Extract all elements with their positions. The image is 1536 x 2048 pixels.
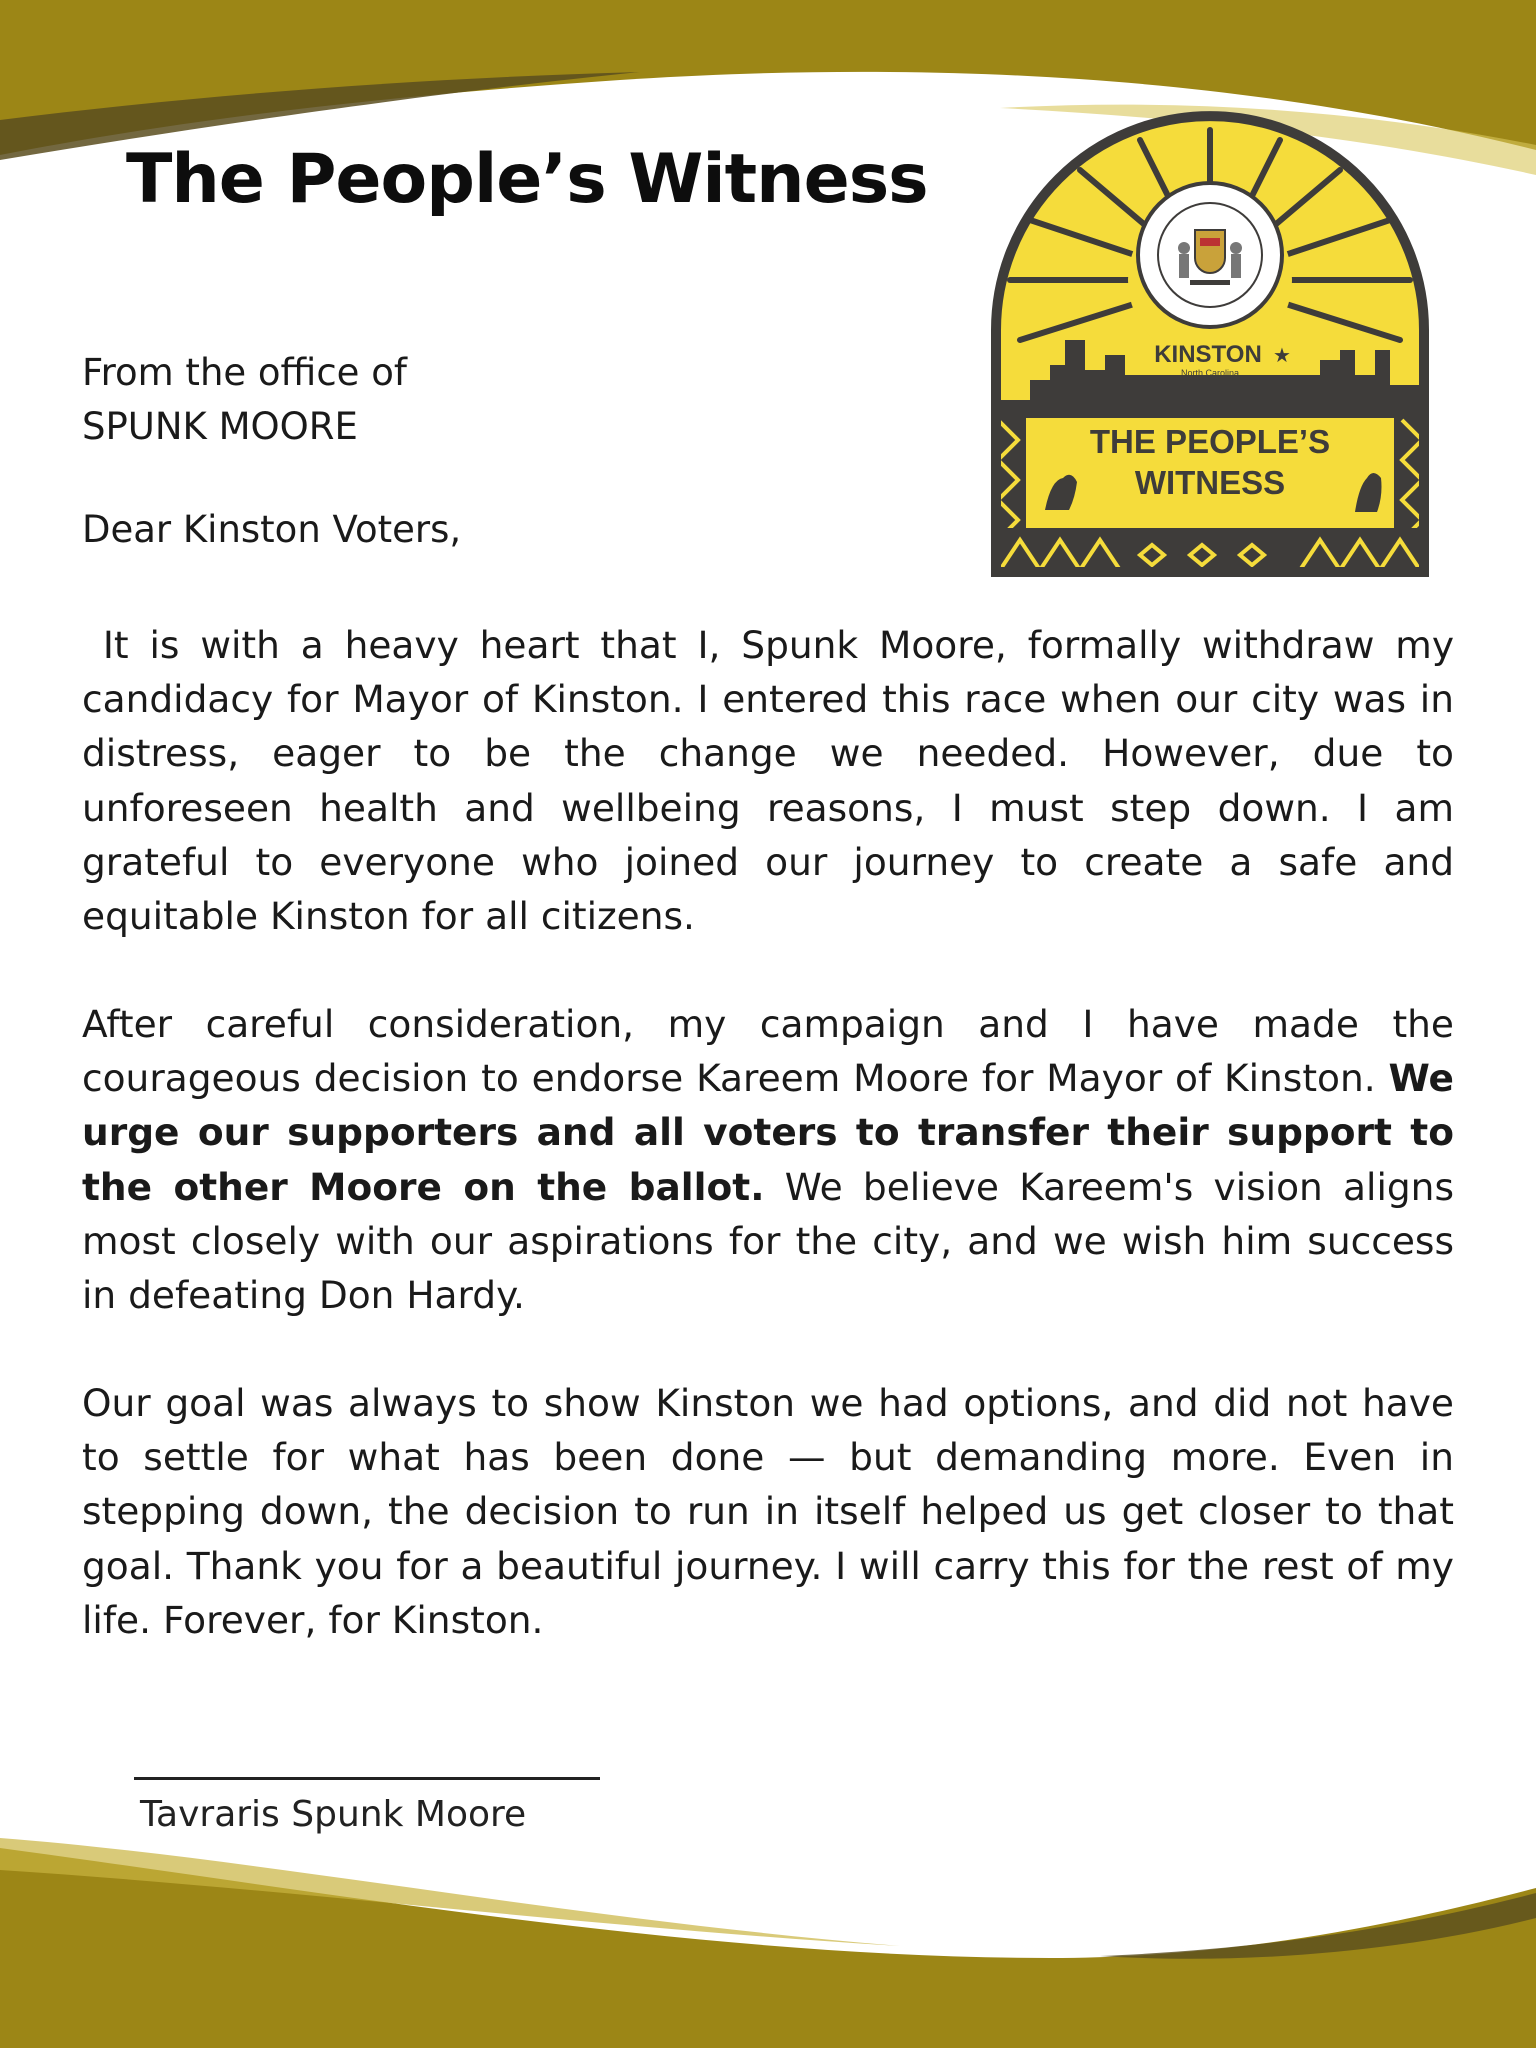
logo-banner-line1: THE PEOPLE’S [1089,423,1331,460]
star-icon: ★ [1273,343,1291,367]
from-line: From the office of [82,351,407,394]
endorsement-intro: After careful consideration, my campaign and I have made the courageous decision to endorse Kareem Moore for Mayor of Kinston. [82,1002,1454,1101]
bottom-wave-decoration [0,1808,1536,2048]
paragraph-withdrawal-text: It is with a heavy heart that I, Spunk Moore, formally withdraw my candidacy for Mayor of Kinston. I entered this race when our city was in distress, eager to be the change we needed. However, due to unforeseen health and wellbeing reasons, I must step down. I am grateful to everyone who joined our journey to create a safe and equitable Kinston for all citizens. [82,623,1455,939]
sender-block [82,346,407,454]
paragraph-withdrawal [82,618,1454,943]
paragraph-closing: Our goal was always to show Kinston we had options, and did not have to settle for what has been done — but demanding more. Even in stepping down, the decision to run in itself helped us get closer to that goal. Thank you for a beautiful journey. I will carry this for the rest of my life. Forever, for Kinston. [82,1381,1454,1642]
signature-name: Tavraris Spunk Moore [140,1794,527,1835]
paragraph-endorsement [82,997,1454,1322]
logo-state-name: North Carolina [1180,368,1240,378]
endorsement-closing: We believe Kareem's vision aligns most closely with our aspirations for the city, and we wish him success in defeating Don Hardy. [82,1164,1454,1318]
page-title: The People’s Witness [126,140,928,219]
sender-name: SPUNK MOORE [82,405,358,448]
logo-banner-line2: WITNESS [1134,464,1286,501]
city-seal-icon [1138,183,1282,327]
peoples-witness-logo [990,110,1430,580]
signature-line [134,1777,600,1780]
logo-city-name: KINSTON [1154,341,1262,368]
salutation: Dear Kinston Voters, [82,508,462,551]
endorsement-call-to-action: We urge our supporters and all voters to transfer their support to the other Moore on the ballot. [82,1056,1454,1209]
